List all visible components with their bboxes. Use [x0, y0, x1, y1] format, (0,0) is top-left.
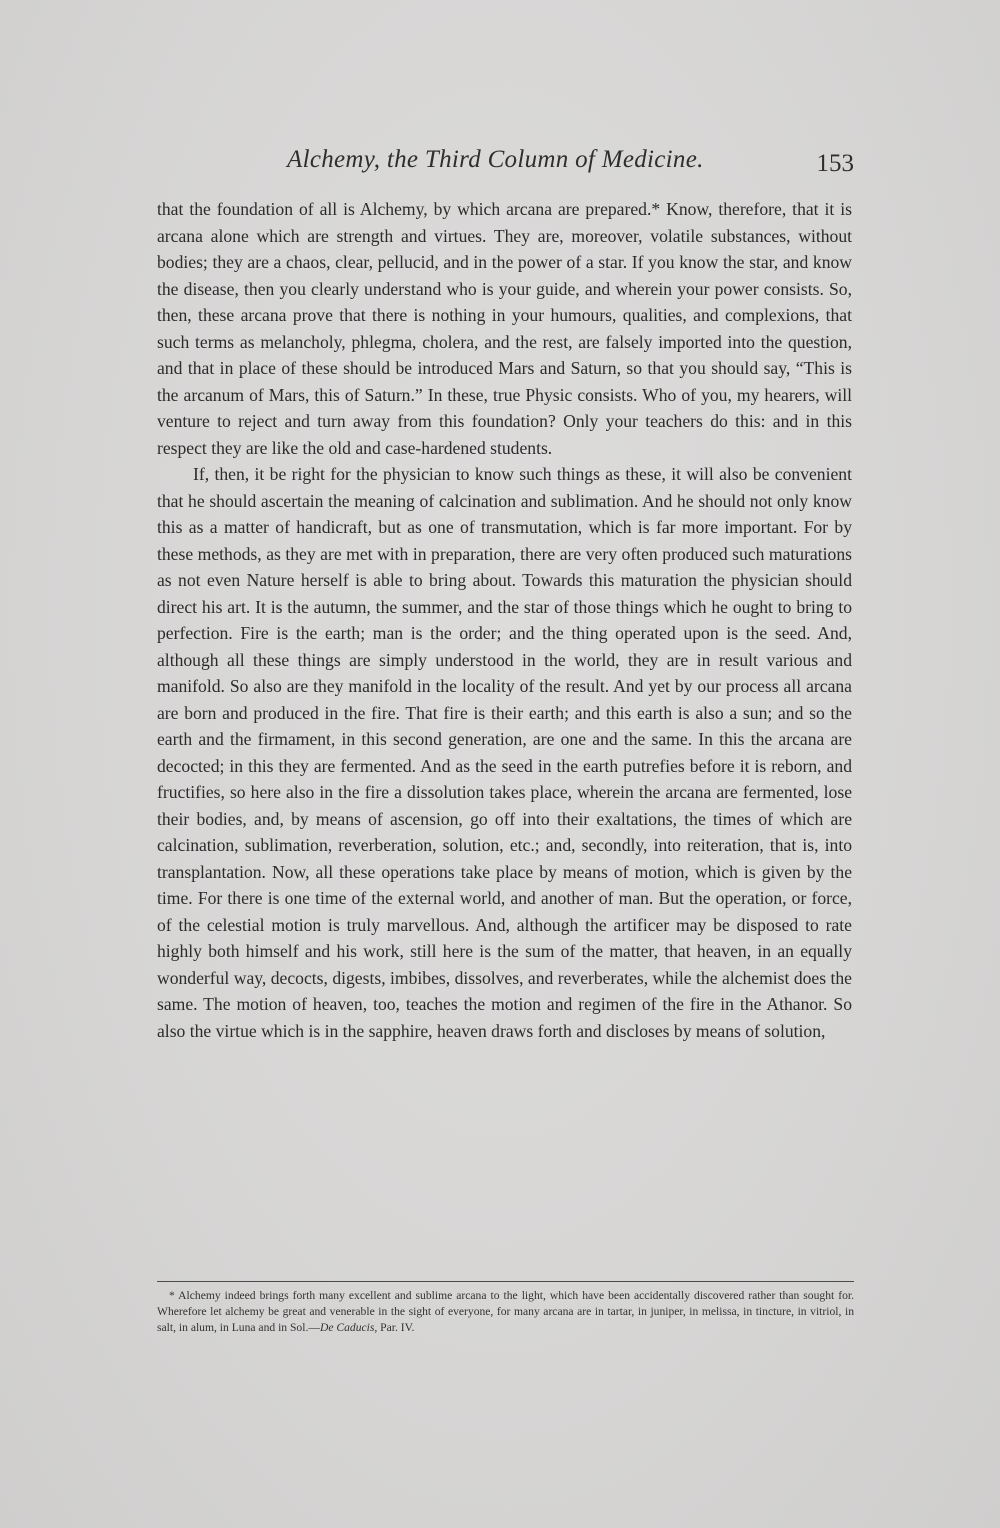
- footnote: [157, 1288, 854, 1336]
- running-title: Alchemy, the Third Column of Medicine.: [287, 146, 704, 173]
- footnote-reference-tail: Par. IV.: [377, 1321, 415, 1334]
- paragraph: that the foundation of all is Alchemy, by which arcana are prepared.* Know, therefore, that it is arcana alone which are strength and virtues. They are, moreover, volatile substances, without bodies; they are a chaos, clear, pellucid, and in the power of a star. If you know the star, and know the disease, then you clearly understand who is your guide, and wherein your power consists. So, then, these arcana prove that there is nothing in your humours, qualities, and complexions, that such terms as melancholy, phlegma, cholera, and the rest, are falsely imported into the question, and that in place of these should be introduced Mars and Saturn, so that you should say, “This is the arcanum of Mars, this of Saturn.” In these, true Physic consists. Who of you, my hearers, will venture to reject and turn away from this foundation? Only your teachers do this: and in this respect they are like the old and case-hardened students.: [157, 199, 852, 458]
- page-header: [157, 146, 852, 186]
- footnote-reference: De Caducis,: [319, 1321, 378, 1334]
- footnote-text: * Alchemy indeed brings forth many excellent and sublime arcana to the light, which have been accidentally discovered rather than sought for. Wherefore let alchemy be great and venerable in the sight of everyone, for many arcana are in tartar, in juniper, in melissa, in tincture, in vitriol, in salt, in alum, in Luna and in Sol.—: [157, 1289, 854, 1334]
- footnote-divider: [157, 1281, 854, 1282]
- main-text: [157, 196, 852, 1044]
- paragraph: If, then, it be right for the physician to know such things as these, it will also be convenient that he should ascertain the meaning of calcination and sublimation. And he should not only know this as a matter of handicraft, but as one of transmutation, which is far more important. For by these methods, as they are met with in preparation, there are very often produced such maturations as not even Nature herself is able to bring about. Towards this maturation the physician should direct his art. It is the autumn, the summer, and the star of those things which he ought to bring to perfection. Fire is the earth; man is the order; and the thing operated upon is the seed. And, although all these things are simply understood in the world, they are in result various and manifold. So also are they manifold in the locality of the result. And yet by our process all arcana are born and produced in the fire. That fire is their earth; and this earth is also a sun; and so the earth and the firmament, in this second generation, are one and the same. In this the arcana are decocted; in this they are fermented. And as the seed in the earth putrefies before it is reborn, and fructifies, so here also in the fire a dissolution takes place, wherein the arcana are fermented, lose their bodies, and, by means of ascension, go off into their exaltations, the times of which are calcination, sublimation, reverberation, solution, etc.; and, secondly, into reiteration, that is, into transplantation. Now, all these operations take place by means of motion, which is given by the time. For there is one time of the external world, and another of man. But the operation, or force, of the celestial motion is truly marvellous. And, although the artificer may be disposed to rate highly both himself and his work, still here is the sum of the matter, that heaven, in an equally wonderful way, decocts, digests, imbibes, dissolves, and reverberates, while the alchemist does the same. The motion of heaven, too, teaches the motion and regimen of the fire in the Athanor. So also the virtue which is in the sapphire, heaven draws forth and discloses by means of solution,: [157, 464, 852, 1041]
- page-number: 153: [816, 150, 854, 177]
